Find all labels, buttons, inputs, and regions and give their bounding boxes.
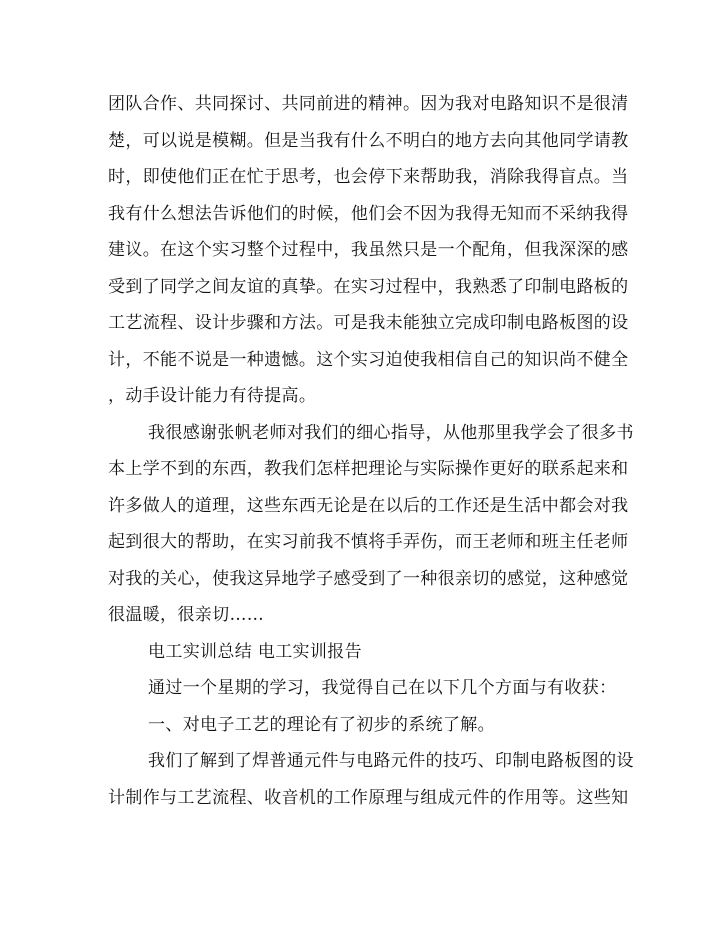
text-line: 楚，可以说是模糊。但是当我有什么不明白的地方去向其他同学请教 (108, 130, 629, 151)
text-line: 本上学不到的东西，教我们怎样把理论与实际操作更好的联系起来和 (108, 459, 629, 479)
text-line: 团队合作、共同探讨、共同前进的精神。因为我对电路知识不是很清 (108, 94, 629, 114)
text-line: 建议。在这个实习整个过程中，我虽然只是一个配角，但我深深的感 (108, 240, 629, 260)
text-line: 计，不能不说是一种遗憾。这个实习迫使我相信自己的知识尚不健全 (108, 349, 629, 370)
text-line: 很温暖，很亲切…… (108, 605, 265, 625)
paragraph-start-line: 我们了解到了焊普通元件与电路元件的技巧、印制电路板图的设 (148, 751, 634, 771)
text-line: 时，即使他们正在忙于思考，也会停下来帮助我，消除我得盲点。当 (108, 167, 629, 187)
list-heading: 一、对电子工艺的理论有了初步的系统了解。 (148, 714, 495, 735)
text-line: ，动手设计能力有待提高。 (108, 386, 317, 406)
text-line: 起到很大的帮助，在实习前我不慎将手弄伤，而王老师和班主任老师 (108, 532, 629, 552)
text-line: 工艺流程、设计步骤和方法。可是我未能独立完成印制电路板图的设 (108, 313, 629, 333)
paragraph-start-line: 通过一个星期的学习，我觉得自己在以下几个方面与有收获： (148, 678, 617, 698)
paragraph-start-line: 我很感谢张帆老师对我们的细心指导，从他那里我学会了很多书 (148, 422, 634, 443)
text-line: 许多做人的道理，这些东西无论是在以后的工作还是生活中都会对我 (108, 495, 629, 516)
text-line: 计制作与工艺流程、收音机的工作原理与组成元件的作用等。这些知 (108, 787, 629, 808)
text-line: 我有什么想法告诉他们的时候，他们会不因为我得无知而不采纳我得 (108, 203, 629, 224)
text-line: 受到了同学之间友谊的真挚。在实习过程中，我熟悉了印制电路板的 (108, 276, 629, 297)
text-line: 对我的关心，使我这异地学子感受到了一种很亲切的感觉，这种感觉 (108, 568, 629, 589)
document-body (108, 86, 634, 816)
section-title: 电工实训总结 电工实训报告 (148, 641, 362, 662)
